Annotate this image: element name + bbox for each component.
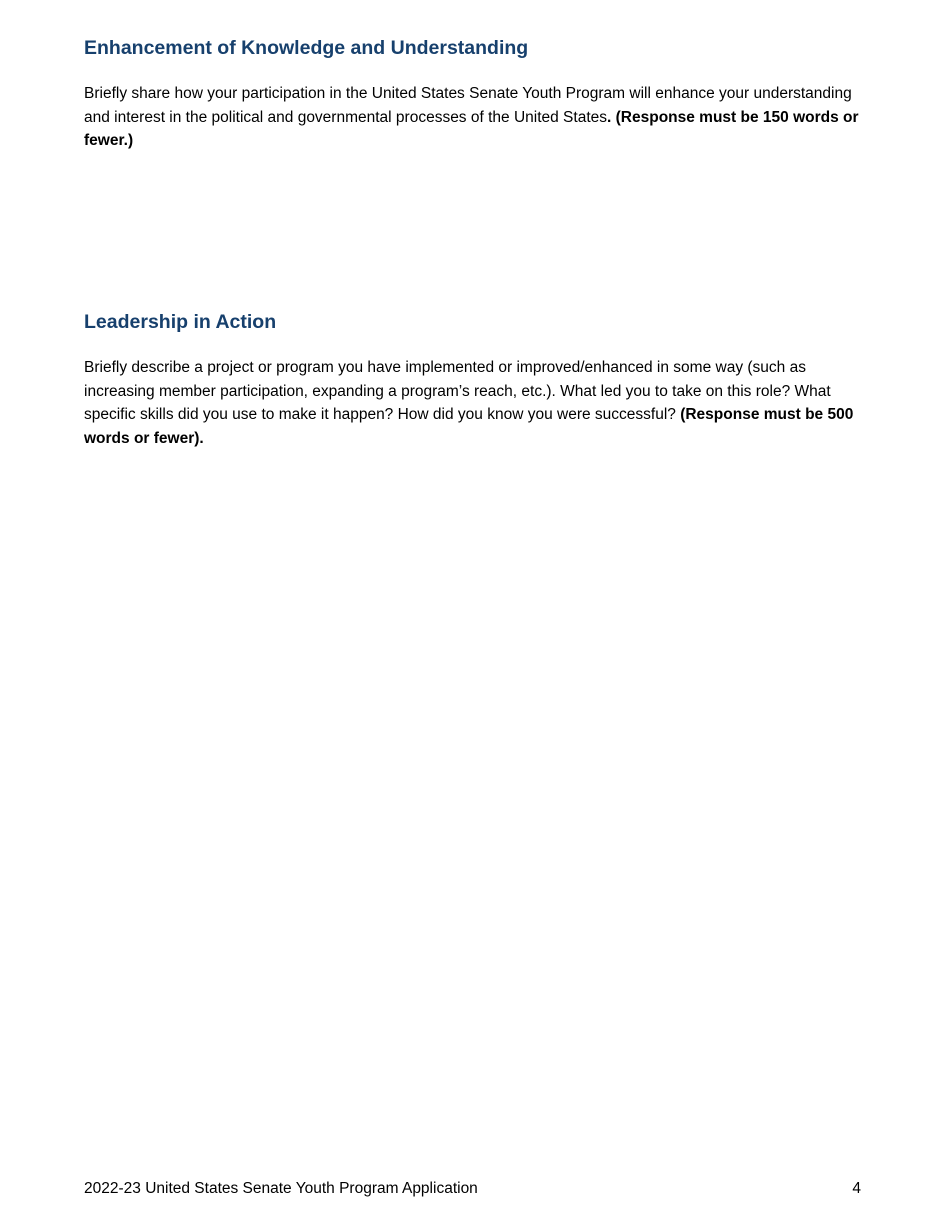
- prompt-text: Briefly describe a project or program you have implemented or improved/enhanced in some way (such as increasing member participation, expanding a program’s reach, etc.). What led you to take on this role? What specific skills did you use to make it happen? How did you know you were successful?: [84, 359, 831, 423]
- response-area[interactable]: [84, 153, 874, 273]
- section-leadership-in-action: [84, 308, 874, 1150]
- section-prompt: [84, 82, 874, 153]
- footer-title: 2022-23 United States Senate Youth Program Application: [84, 1180, 478, 1197]
- section-heading: Enhancement of Knowledge and Understanding: [84, 37, 529, 59]
- word-limit-note: (Response must be 500 words or fewer).: [84, 406, 854, 447]
- section-heading: Leadership in Action: [84, 311, 277, 333]
- page-number: 4: [852, 1180, 861, 1197]
- section-knowledge-understanding: [84, 34, 874, 273]
- page-footer: [84, 1178, 861, 1200]
- response-area[interactable]: [84, 450, 874, 1150]
- prompt-text: Briefly share how your participation in the United States Senate Youth Program will enhance your understanding and interest in the political and governmental processes of the United States: [84, 85, 852, 126]
- section-prompt: [84, 356, 874, 450]
- word-limit-note: . (Response must be 150 words or fewer.): [84, 108, 859, 149]
